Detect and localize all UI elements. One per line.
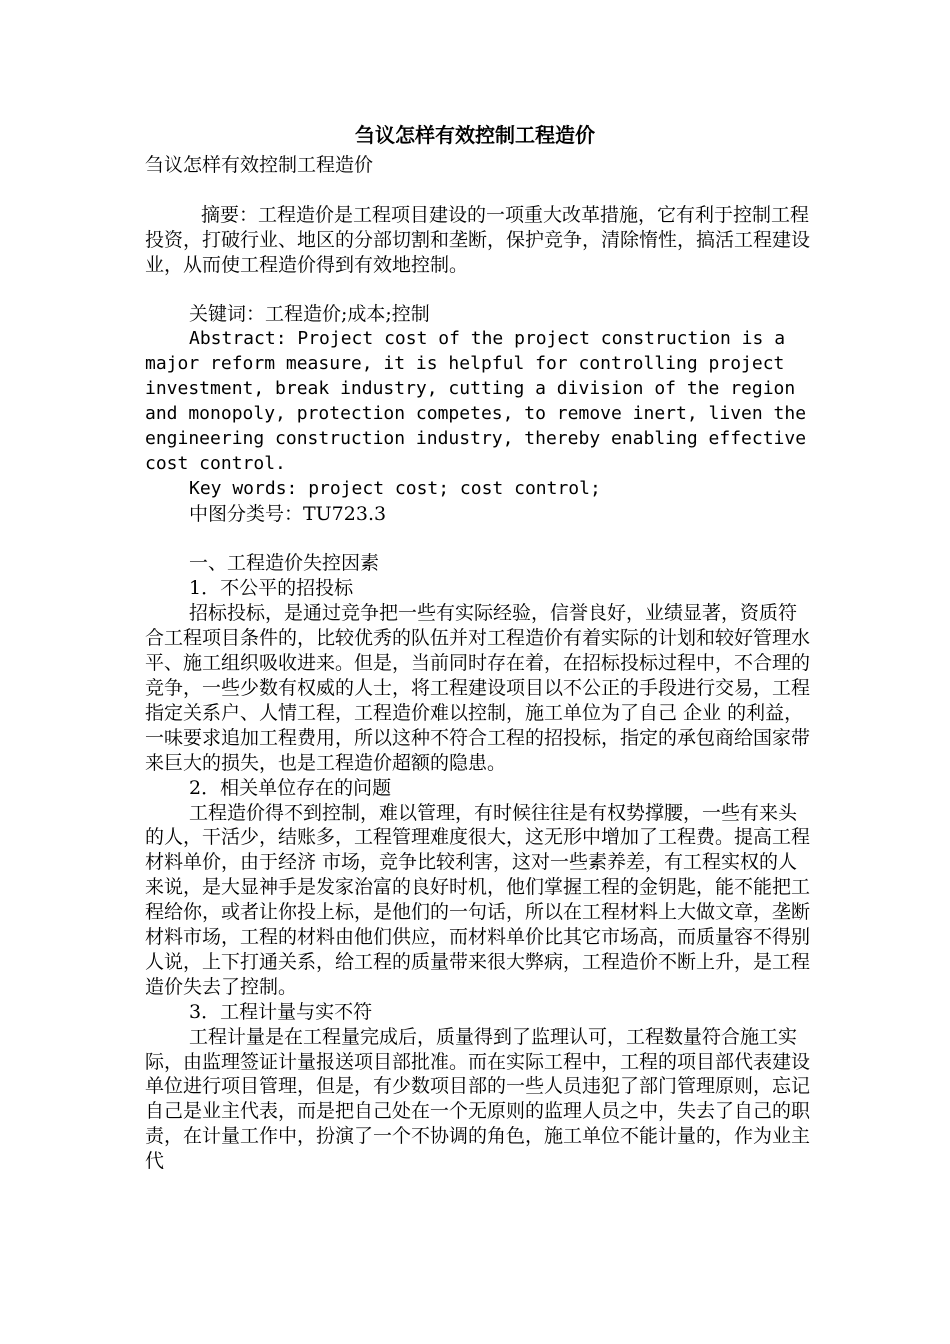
spacer (145, 178, 815, 203)
document-title: 刍议怎样有效控制工程造价 (355, 123, 595, 147)
subsection-heading: 2．相关单位存在的问题 (189, 776, 392, 799)
keywords-en: Key words: project cost; cost control; (189, 477, 601, 499)
spacer (145, 527, 815, 552)
spacer (145, 278, 815, 303)
abstract-cn: 摘要：工程造价是工程项目建设的一项重大改革措施，它有利于控制工程投资，打破行业、地区的分部切割和垄断，保护竞争，清除惰性，搞活工程建设业，从而使工程造价得到有效地控制。 (145, 203, 811, 276)
document-subtitle: 刍议怎样有效控制工程造价 (145, 154, 374, 176)
subsection-heading: 3．工程计量与实不符 (189, 1000, 373, 1023)
section-heading: 一、工程造价失控因素 (189, 552, 380, 575)
abstract-en: Abstract: Project cost of the project construction is a major reform measure, it is helpful for controlling project investment, break industry, cutting a division of the region and monopoly, protection competes, to remove inert, liven the engineering construction industry, thereby enabling effective cost control. (145, 328, 807, 474)
paragraph: 招标投标，是通过竞争把一些有实际经验，信誉良好，业绩显著，资质符合工程项目条件的，比较优秀的队伍并对工程造价有着实际的计划和较好管理水平、施工组织吸收进来。但是，当前同时存在着，在招标投标过程中，不合理的竞争，一些少数有权威的人士，将工程建设项目以不公正的手段进行交易，工程指定关系户、人情工程，工程造价难以控制，施工单位为了自己 企业 的利益，一味要求追加工程费用，所以这种不符合工程的招投标，指定的承包商给国家带来巨大的损失，也是工程造价超额的隐患。 (145, 602, 811, 774)
paragraph: 工程计量是在工程量完成后，质量得到了监理认可，工程数量符合施工实际，由监理签证计量报送项目部批准。而在实际工程中，工程的项目部代表建设单位进行项目管理，但是，有少数项目部的一些人员违犯了部门管理原则，忘记自己是业主代表，而是把自己处在一个无原则的监理人员之中，失去了自己的职责，在计量工作中，扮演了一个不协调的角色，施工单位不能计量的，作为业主代 (145, 1025, 811, 1173)
subsection-heading: 1．不公平的招投标 (189, 577, 354, 600)
paragraph: 工程造价得不到控制，难以管理，有时候往往是有权势撑腰，一些有来头的人，干活少，结账多，工程管理难度很大，这无形中增加了工程费。提高工程材料单价，由于经济 市场，竞争比较利害，这对一些素养差，有工程实权的人来说，是大显神手是发家治富的良好时机，他们掌握工程的金钥匙，能不能把工程给你，或者让你投上标，是他们的一句话，所以在工程材料上大做文章，垄断材料市场，工程的材料由他们供应，而材料单价比其它市场高，而质量容不得别人说，上下打通关系，给工程的质量带来很大弊病，工程造价不断上升，是工程造价失去了控制。 (145, 801, 811, 998)
document-body (145, 153, 815, 1174)
keywords-cn: 关键词：工程造价;成本;控制 (189, 303, 430, 326)
classification-number: 中图分类号：TU723.3 (189, 502, 387, 525)
